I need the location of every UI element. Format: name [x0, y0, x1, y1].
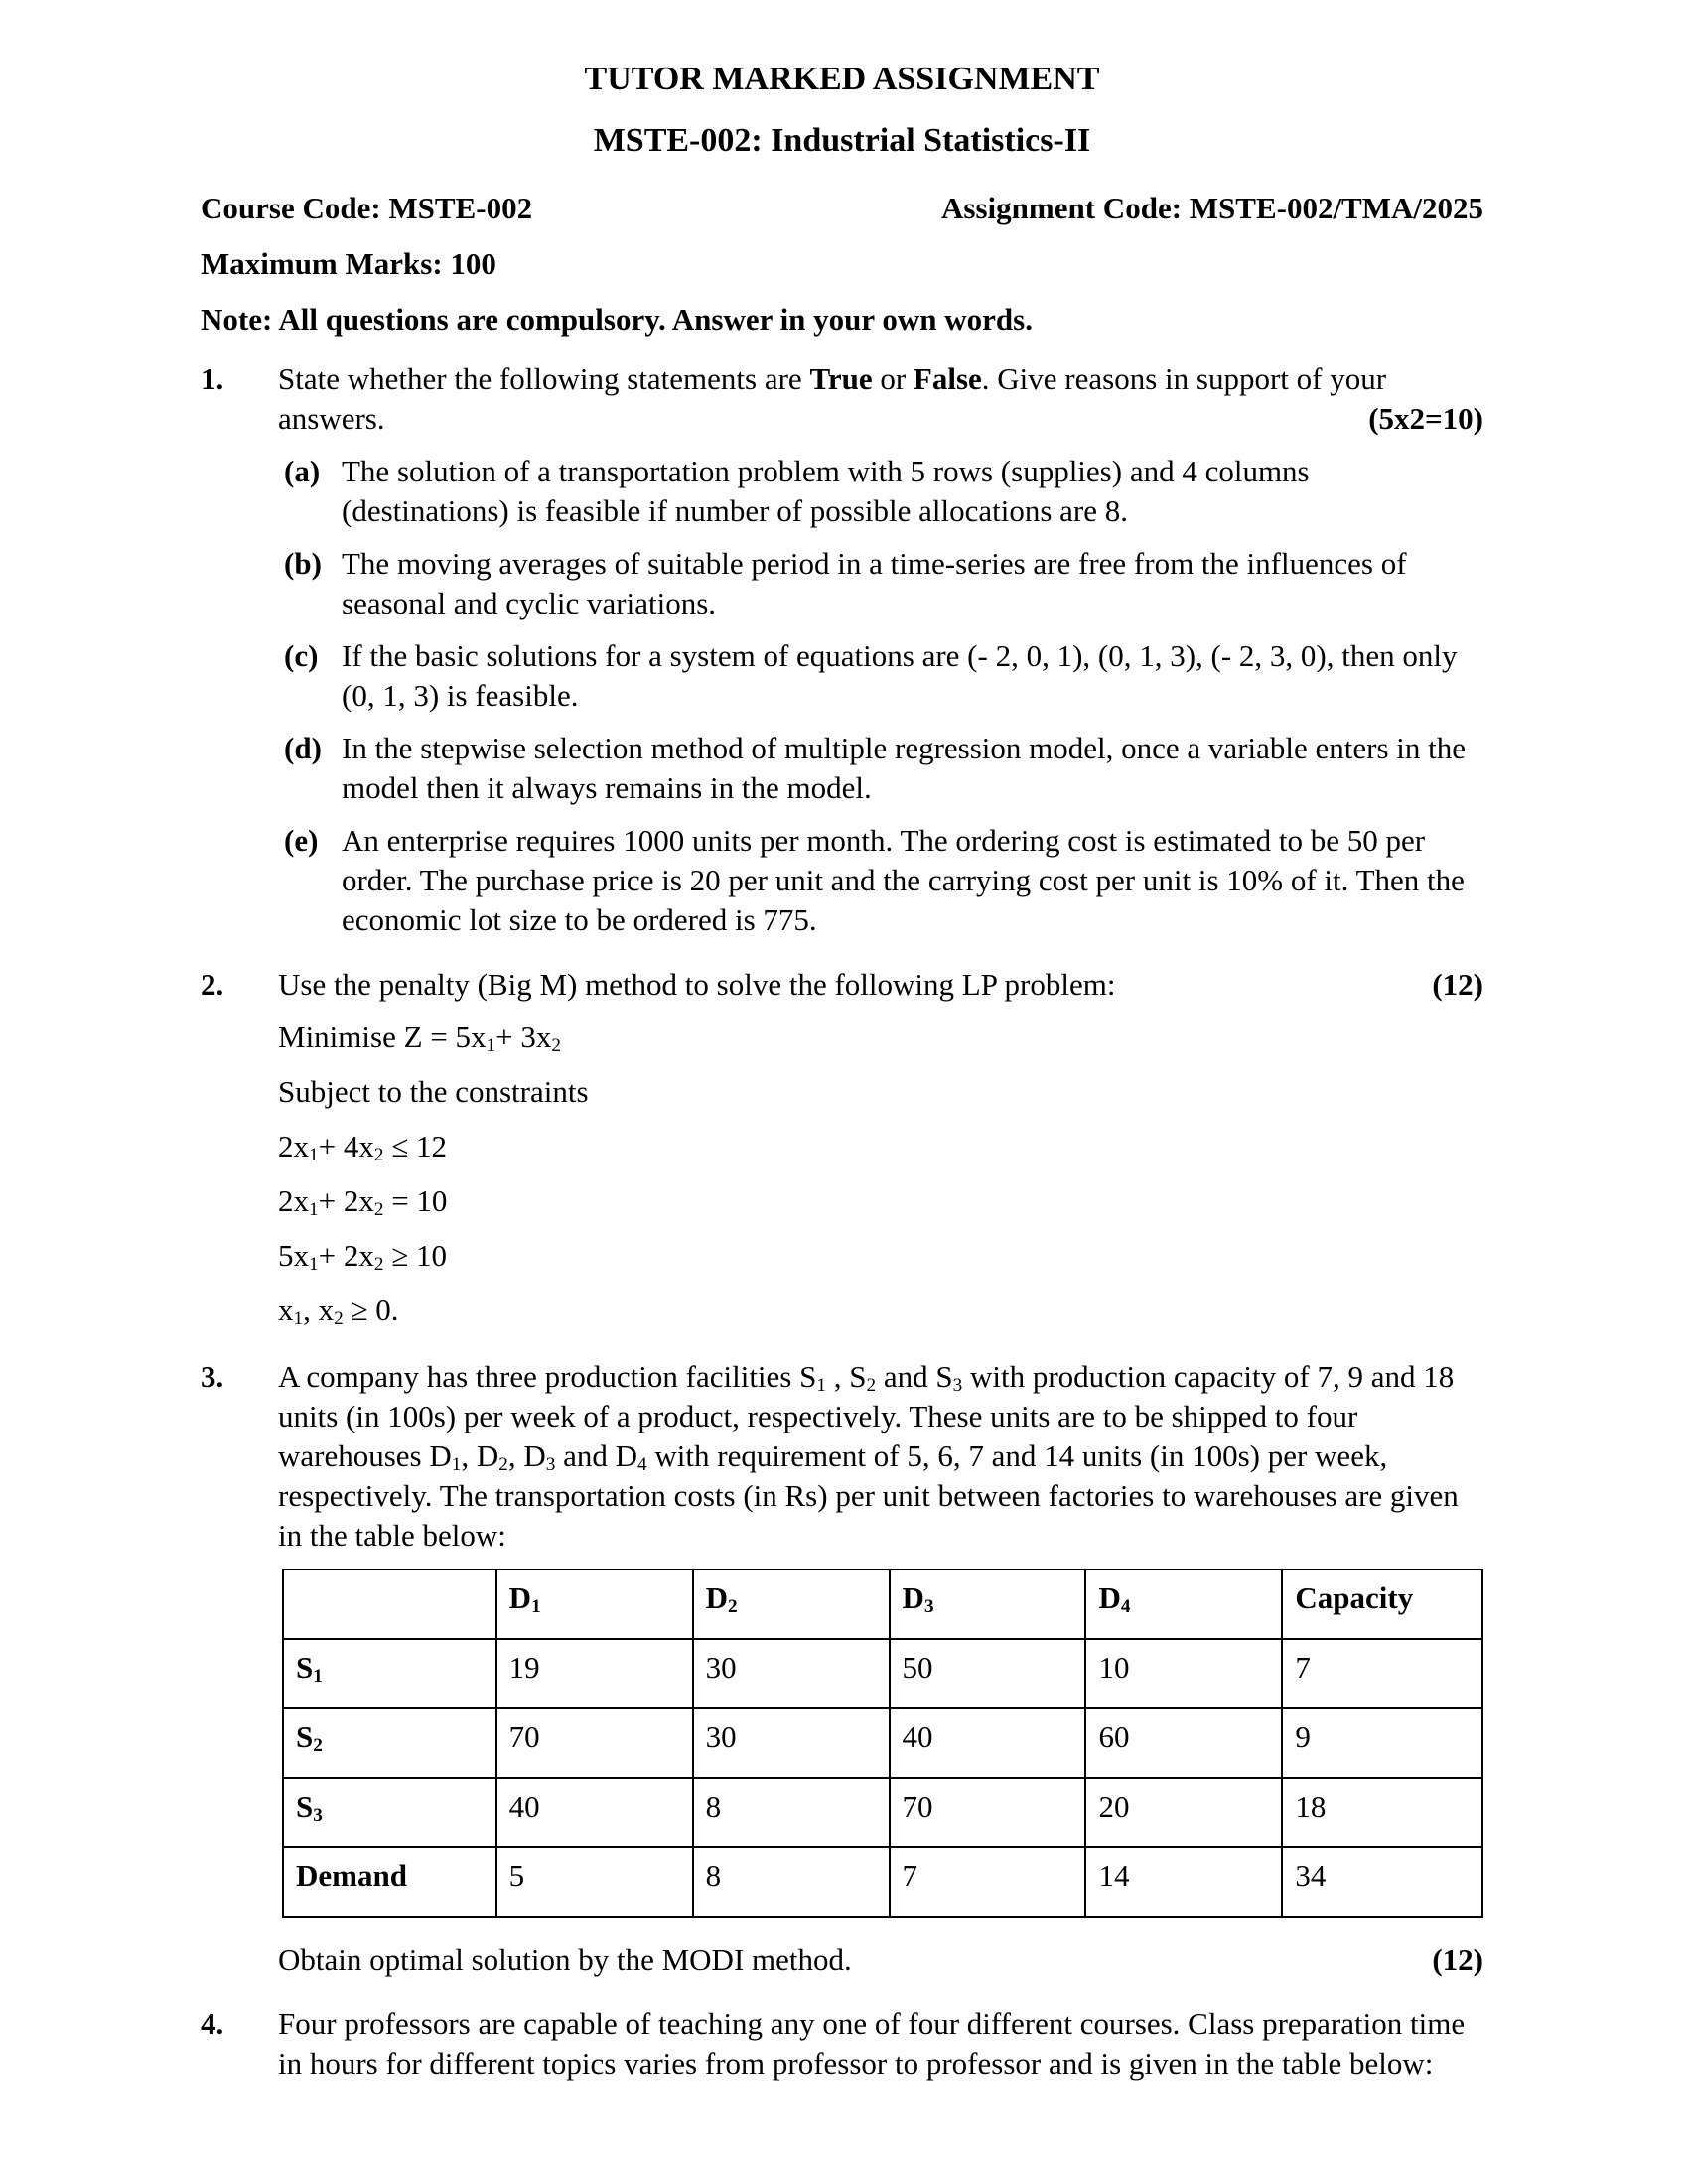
- table-cell: 8: [693, 1847, 890, 1917]
- question-3-marks: (12): [1432, 1942, 1483, 1977]
- table-header-d1: $D_1$: [496, 1570, 693, 1639]
- table-header-capacity: Capacity: [1282, 1570, 1482, 1639]
- sub-item-b-label: (b): [284, 546, 322, 581]
- table-cell: 7: [890, 1847, 1086, 1917]
- sub-item-a-label: (a): [284, 454, 321, 488]
- document-subtitle: MSTE-002: Industrial Statistics-II: [593, 122, 1091, 159]
- table-row-label: Demand: [283, 1847, 496, 1917]
- sub-item-d-label: (d): [284, 731, 322, 765]
- assignment-code: Assignment Code: MSTE-002/TMA/2025: [941, 191, 1483, 225]
- non-negativity-constraint: $x_1$, $x_2 \ge 0$.: [278, 1293, 399, 1330]
- table-corner-cell: [283, 1570, 496, 1639]
- table-header-d2: $D_2$: [693, 1570, 890, 1639]
- maximum-marks: Maximum Marks: 100: [201, 246, 496, 281]
- question-1-body: [278, 359, 1483, 953]
- table-row-label: $S_3$: [283, 1778, 496, 1847]
- table-cell: 50: [890, 1639, 1086, 1708]
- sub-item-e-label: (e): [284, 823, 319, 858]
- table-cell: 40: [496, 1778, 693, 1847]
- table-cell: 9: [1282, 1708, 1482, 1778]
- table-cell: 40: [890, 1708, 1086, 1778]
- sub-item-a-text: The solution of a transportation problem with 5 rows (supplies) and 4 columns (destinations) is feasible if number of possible allocations are 8.: [342, 454, 1310, 528]
- constraint-3: $5x_1+ 2x_2 \ge 10$: [278, 1238, 447, 1276]
- question-1-marks: (5x2=10): [1368, 401, 1483, 436]
- sub-item-c: [284, 636, 1483, 716]
- document-title: TUTOR MARKED ASSIGNMENT: [584, 61, 1100, 97]
- question-3-body: [278, 1357, 1483, 1992]
- sub-item-b-text: The moving averages of suitable period in a time-series are free from the influences of seasonal and cyclic variations.: [342, 546, 1407, 620]
- question-1-paragraph: [278, 359, 1483, 439]
- table-cell: 19: [496, 1639, 693, 1708]
- table-cell: 7: [1282, 1639, 1482, 1708]
- table-cell: 5: [496, 1847, 693, 1917]
- transportation-cost-table: [282, 1569, 1483, 1918]
- question-4-number: 4.: [201, 2006, 224, 2041]
- sub-item-e: [284, 821, 1483, 940]
- question-4-body: [278, 2004, 1483, 2097]
- table-header-d3: $D_3$: [890, 1570, 1086, 1639]
- question-2-marks: (12): [1432, 967, 1483, 1002]
- sub-item-d: [284, 729, 1483, 808]
- sub-item-c-text: If the basic solutions for a system of equations are (- 2, 0, 1), (0, 1, 3), (- 2, 3, 0), then only (0, 1, 3) is feasible.: [342, 638, 1458, 713]
- table-row-s3: [283, 1778, 1482, 1847]
- table-cell: 18: [1282, 1778, 1482, 1847]
- question-2-number: 2.: [201, 967, 224, 1002]
- sub-item-a: [284, 452, 1483, 531]
- table-cell: 70: [496, 1708, 693, 1778]
- table-cell: 8: [693, 1778, 890, 1847]
- table-header-row: [283, 1570, 1482, 1639]
- question-3-footer-text: Obtain optimal solution by the MODI method.: [278, 1942, 852, 1977]
- question-3-footer: [278, 1940, 1483, 1979]
- subject-to-line: Subject to the constraints: [278, 1074, 589, 1109]
- question-2-body: [278, 965, 1483, 1345]
- question-3-paragraph: A company has three production facilities $S_1$ , $S_2$ and $S_3$ with production capacity of 7, 9 and 18 units (in 100s) per week of a product, respectively. These units are to be shipped to four warehouses $D_1$, $D_2$, $D_3$ and $D_4$ with requirement of 5, 6, 7 and 14 units (in 100s) per week, respectively. The transportation costs (in Rs) per unit between factories to warehouses are given in the table below:: [278, 1359, 1459, 1553]
- objective-function: Minimise $Z = 5x_1+ 3x_2$: [278, 1020, 561, 1057]
- sub-item-e-text: An enterprise requires 1000 units per month. The ordering cost is estimated to be 50 per order. The purchase price is 20 per unit and the carrying cost per unit is 10% of it. Then the economic lot size to be ordered is 775.: [342, 823, 1465, 937]
- sub-item-b: [284, 544, 1483, 623]
- question-1: [201, 359, 1483, 953]
- question-4-paragraph: Four professors are capable of teaching any one of four different courses. Class preparation time in hours for different topics varies from professor to professor and is given in the table below:: [278, 2006, 1466, 2081]
- sub-item-d-text: In the stepwise selection method of multiple regression model, once a variable enters in the model then it always remains in the model.: [342, 731, 1467, 805]
- table-cell: 30: [693, 1639, 890, 1708]
- table-cell: 20: [1085, 1778, 1282, 1847]
- table-cell: 10: [1085, 1639, 1282, 1708]
- question-2-text: Use the penalty (Big M) method to solve the following LP problem:: [278, 967, 1116, 1002]
- question-2-paragraph: [278, 965, 1483, 1005]
- question-3: [201, 1357, 1483, 1992]
- table-cell: 34: [1282, 1847, 1482, 1917]
- question-1-number: 1.: [201, 361, 224, 396]
- course-code: Course Code: MSTE-002: [201, 191, 533, 225]
- table-row-label: $S_2$: [283, 1708, 496, 1778]
- question-3-number: 3.: [201, 1359, 224, 1394]
- table-row-demand: [283, 1847, 1482, 1917]
- table-row-s1: [283, 1639, 1482, 1708]
- constraint-2: $2x_1+ 2x_2 = 10$: [278, 1183, 448, 1221]
- question-1-text: State whether the following statements are True or False. Give reasons in support of your answers.: [278, 361, 1387, 436]
- meta-row: [201, 189, 1483, 228]
- table-row-label: $S_1$: [283, 1639, 496, 1708]
- sub-item-c-label: (c): [284, 638, 319, 673]
- table-cell: 14: [1085, 1847, 1282, 1917]
- constraint-1: $2x_1+ 4x_2 \le 12$: [278, 1129, 447, 1166]
- table-cell: 60: [1085, 1708, 1282, 1778]
- table-cell: 70: [890, 1778, 1086, 1847]
- table-header-d4: $D_4$: [1085, 1570, 1282, 1639]
- question-2: [201, 965, 1483, 1345]
- question-4: [201, 2004, 1483, 2097]
- table-cell: 30: [693, 1708, 890, 1778]
- note-line: Note: All questions are compulsory. Answer in your own words.: [201, 302, 1033, 337]
- table-row-s2: [283, 1708, 1482, 1778]
